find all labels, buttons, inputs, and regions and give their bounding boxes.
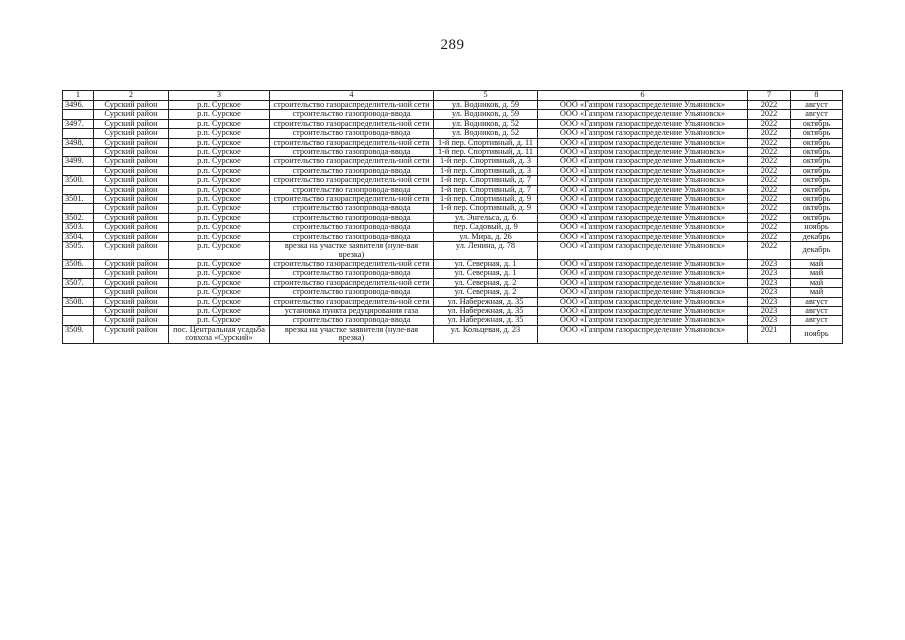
- district-cell: Сурский район: [94, 148, 169, 157]
- month-cell: август: [791, 297, 843, 306]
- table-row: [63, 110, 843, 119]
- column-header: 6: [538, 91, 748, 101]
- column-header: 4: [270, 91, 434, 101]
- month-cell: май: [791, 278, 843, 287]
- locality-cell: р.п. Сурское: [169, 213, 270, 222]
- organization-cell: ООО «Газпром газораспределение Ульяновск»: [538, 316, 748, 325]
- address-cell: 1-й пер. Спортивный, д. 11: [434, 148, 538, 157]
- row-number-cell: [63, 129, 94, 138]
- table-row: [63, 213, 843, 222]
- table-row: [63, 101, 843, 110]
- work-type-cell: строительство газораспределитель-ной сети: [270, 101, 434, 110]
- district-cell: Сурский район: [94, 288, 169, 297]
- column-header: 7: [748, 91, 791, 101]
- work-type-cell: строительство газопровода-ввода: [270, 129, 434, 138]
- organization-cell: ООО «Газпром газораспределение Ульяновск»: [538, 259, 748, 268]
- organization-cell: ООО «Газпром газораспределение Ульяновск»: [538, 223, 748, 232]
- table-row: [63, 166, 843, 175]
- month-cell: ноябрь: [791, 325, 843, 343]
- year-cell: 2022: [748, 110, 791, 119]
- page-number: 289: [440, 37, 465, 53]
- locality-cell: р.п. Сурское: [169, 195, 270, 204]
- month-cell: октябрь: [791, 138, 843, 147]
- work-type-cell: установка пункта редуцирования газа: [270, 306, 434, 315]
- work-type-cell: строительство газораспределитель-ной сети: [270, 297, 434, 306]
- row-number-cell: 3507.: [63, 278, 94, 287]
- work-type-cell: врезка на участке заявителя (нуле-вая врезка): [270, 325, 434, 343]
- month-cell: ноябрь: [791, 223, 843, 232]
- organization-cell: ООО «Газпром газораспределение Ульяновск»: [538, 232, 748, 241]
- organization-cell: ООО «Газпром газораспределение Ульяновск»: [538, 166, 748, 175]
- row-number-cell: 3497.: [63, 119, 94, 128]
- month-cell: октябрь: [791, 129, 843, 138]
- address-cell: ул. Мира, д. 26: [434, 232, 538, 241]
- address-cell: ул. Северная, д. 2: [434, 278, 538, 287]
- month-cell: май: [791, 269, 843, 278]
- locality-cell: р.п. Сурское: [169, 185, 270, 194]
- table-row: [63, 148, 843, 157]
- district-cell: Сурский район: [94, 306, 169, 315]
- organization-cell: ООО «Газпром газораспределение Ульяновск»: [538, 269, 748, 278]
- address-cell: ул. Набережная, д. 35: [434, 306, 538, 315]
- address-cell: ул. Кольцевая, д. 23: [434, 325, 538, 343]
- locality-cell: р.п. Сурское: [169, 288, 270, 297]
- locality-cell: р.п. Сурское: [169, 204, 270, 213]
- year-cell: 2023: [748, 297, 791, 306]
- organization-cell: ООО «Газпром газораспределение Ульяновск»: [538, 325, 748, 343]
- month-cell: май: [791, 288, 843, 297]
- row-number-cell: 3498.: [63, 138, 94, 147]
- organization-cell: ООО «Газпром газораспределение Ульяновск»: [538, 129, 748, 138]
- work-type-cell: строительство газопровода-ввода: [270, 185, 434, 194]
- row-number-cell: 3505.: [63, 242, 94, 260]
- work-type-cell: строительство газопровода-ввода: [270, 148, 434, 157]
- column-header: 5: [434, 91, 538, 101]
- locality-cell: р.п. Сурское: [169, 223, 270, 232]
- row-number-cell: [63, 316, 94, 325]
- table-row: [63, 223, 843, 232]
- table-row: [63, 242, 843, 260]
- address-cell: ул. Водников, д. 59: [434, 110, 538, 119]
- address-cell: ул. Северная, д. 1: [434, 259, 538, 268]
- work-type-cell: строительство газораспределитель-ной сети: [270, 138, 434, 147]
- month-cell: май: [791, 259, 843, 268]
- address-cell: 1-й пер. Спортивный, д. 3: [434, 166, 538, 175]
- locality-cell: р.п. Сурское: [169, 316, 270, 325]
- address-cell: ул. Водников, д. 52: [434, 119, 538, 128]
- district-cell: Сурский район: [94, 101, 169, 110]
- locality-cell: р.п. Сурское: [169, 176, 270, 185]
- organization-cell: ООО «Газпром газораспределение Ульяновск»: [538, 204, 748, 213]
- month-cell: октябрь: [791, 195, 843, 204]
- table-row: [63, 325, 843, 343]
- district-cell: Сурский район: [94, 138, 169, 147]
- table-row: [63, 195, 843, 204]
- row-number-cell: 3500.: [63, 176, 94, 185]
- row-number-cell: 3503.: [63, 223, 94, 232]
- district-cell: Сурский район: [94, 316, 169, 325]
- district-cell: Сурский район: [94, 325, 169, 343]
- address-cell: ул. Водников, д. 59: [434, 101, 538, 110]
- organization-cell: ООО «Газпром газораспределение Ульяновск»: [538, 242, 748, 260]
- work-type-cell: строительство газопровода-ввода: [270, 288, 434, 297]
- table-row: [63, 157, 843, 166]
- address-cell: ул. Ленина, д. 78: [434, 242, 538, 260]
- locality-cell: р.п. Сурское: [169, 242, 270, 260]
- year-cell: 2022: [748, 119, 791, 128]
- year-cell: 2022: [748, 223, 791, 232]
- work-type-cell: строительство газораспределитель-ной сети: [270, 176, 434, 185]
- month-cell: октябрь: [791, 119, 843, 128]
- locality-cell: р.п. Сурское: [169, 138, 270, 147]
- locality-cell: р.п. Сурское: [169, 259, 270, 268]
- locality-cell: р.п. Сурское: [169, 129, 270, 138]
- year-cell: 2023: [748, 288, 791, 297]
- month-cell: октябрь: [791, 176, 843, 185]
- month-cell: октябрь: [791, 185, 843, 194]
- work-type-cell: строительство газопровода-ввода: [270, 204, 434, 213]
- address-cell: ул. Набережная, д. 35: [434, 316, 538, 325]
- row-number-cell: 3501.: [63, 195, 94, 204]
- organization-cell: ООО «Газпром газораспределение Ульяновск»: [538, 110, 748, 119]
- address-cell: ул. Энгельса, д. 6: [434, 213, 538, 222]
- table-row: [63, 119, 843, 128]
- district-cell: Сурский район: [94, 242, 169, 260]
- table-row: [63, 232, 843, 241]
- work-type-cell: строительство газопровода-ввода: [270, 316, 434, 325]
- address-cell: 1-й пер. Спортивный, д. 7: [434, 185, 538, 194]
- work-type-cell: строительство газораспределитель-ной сети: [270, 119, 434, 128]
- organization-cell: ООО «Газпром газораспределение Ульяновск»: [538, 101, 748, 110]
- locality-cell: р.п. Сурское: [169, 101, 270, 110]
- organization-cell: ООО «Газпром газораспределение Ульяновск»: [538, 195, 748, 204]
- row-number-cell: [63, 166, 94, 175]
- organization-cell: ООО «Газпром газораспределение Ульяновск»: [538, 297, 748, 306]
- address-cell: 1-й пер. Спортивный, д. 9: [434, 195, 538, 204]
- month-cell: август: [791, 110, 843, 119]
- district-cell: Сурский район: [94, 166, 169, 175]
- work-type-cell: строительство газопровода-ввода: [270, 223, 434, 232]
- registry-table: [62, 90, 843, 344]
- organization-cell: ООО «Газпром газораспределение Ульяновск»: [538, 138, 748, 147]
- row-number-cell: 3508.: [63, 297, 94, 306]
- address-cell: 1-й пер. Спортивный, д. 9: [434, 204, 538, 213]
- table-row: [63, 297, 843, 306]
- table-row: [63, 259, 843, 268]
- district-cell: Сурский район: [94, 157, 169, 166]
- row-number-cell: 3502.: [63, 213, 94, 222]
- locality-cell: р.п. Сурское: [169, 157, 270, 166]
- organization-cell: ООО «Газпром газораспределение Ульяновск»: [538, 278, 748, 287]
- organization-cell: ООО «Газпром газораспределение Ульяновск»: [538, 288, 748, 297]
- locality-cell: р.п. Сурское: [169, 148, 270, 157]
- year-cell: 2022: [748, 166, 791, 175]
- month-cell: август: [791, 306, 843, 315]
- year-cell: 2022: [748, 213, 791, 222]
- district-cell: Сурский район: [94, 110, 169, 119]
- month-cell: октябрь: [791, 157, 843, 166]
- table-row: [63, 278, 843, 287]
- row-number-cell: [63, 148, 94, 157]
- header-row: [63, 91, 843, 101]
- row-number-cell: [63, 269, 94, 278]
- table-row: [63, 316, 843, 325]
- year-cell: 2022: [748, 129, 791, 138]
- district-cell: Сурский район: [94, 213, 169, 222]
- year-cell: 2021: [748, 325, 791, 343]
- row-number-cell: [63, 204, 94, 213]
- row-number-cell: 3509.: [63, 325, 94, 343]
- table-row: [63, 176, 843, 185]
- work-type-cell: строительство газораспределитель-ной сети: [270, 195, 434, 204]
- year-cell: 2022: [748, 185, 791, 194]
- locality-cell: пос. Центральная усадьба совхоза «Сурский»: [169, 325, 270, 343]
- month-cell: октябрь: [791, 166, 843, 175]
- row-number-cell: [63, 185, 94, 194]
- year-cell: 2023: [748, 306, 791, 315]
- table-body: [63, 101, 843, 344]
- locality-cell: р.п. Сурское: [169, 269, 270, 278]
- month-cell: октябрь: [791, 204, 843, 213]
- address-cell: 1-й пер. Спортивный, д. 3: [434, 157, 538, 166]
- work-type-cell: строительство газораспределитель-ной сети: [270, 259, 434, 268]
- district-cell: Сурский район: [94, 232, 169, 241]
- month-cell: август: [791, 101, 843, 110]
- year-cell: 2022: [748, 232, 791, 241]
- year-cell: 2023: [748, 316, 791, 325]
- table-row: [63, 204, 843, 213]
- table-row: [63, 129, 843, 138]
- district-cell: Сурский район: [94, 223, 169, 232]
- table-row: [63, 269, 843, 278]
- district-cell: Сурский район: [94, 259, 169, 268]
- organization-cell: ООО «Газпром газораспределение Ульяновск»: [538, 176, 748, 185]
- column-header: 8: [791, 91, 843, 101]
- organization-cell: ООО «Газпром газораспределение Ульяновск»: [538, 306, 748, 315]
- column-header: 2: [94, 91, 169, 101]
- locality-cell: р.п. Сурское: [169, 110, 270, 119]
- column-header: 3: [169, 91, 270, 101]
- address-cell: 1-й пер. Спортивный, д. 7: [434, 176, 538, 185]
- organization-cell: ООО «Газпром газораспределение Ульяновск»: [538, 119, 748, 128]
- year-cell: 2022: [748, 176, 791, 185]
- locality-cell: р.п. Сурское: [169, 306, 270, 315]
- address-cell: ул. Набережная, д. 35: [434, 297, 538, 306]
- year-cell: 2022: [748, 204, 791, 213]
- district-cell: Сурский район: [94, 119, 169, 128]
- year-cell: 2022: [748, 138, 791, 147]
- year-cell: 2023: [748, 278, 791, 287]
- year-cell: 2023: [748, 269, 791, 278]
- work-type-cell: строительство газопровода-ввода: [270, 269, 434, 278]
- row-number-cell: 3496.: [63, 101, 94, 110]
- district-cell: Сурский район: [94, 176, 169, 185]
- table-row: [63, 288, 843, 297]
- year-cell: 2022: [748, 148, 791, 157]
- year-cell: 2022: [748, 195, 791, 204]
- district-cell: Сурский район: [94, 269, 169, 278]
- address-cell: 1-й пер. Спортивный, д. 11: [434, 138, 538, 147]
- locality-cell: р.п. Сурское: [169, 297, 270, 306]
- organization-cell: ООО «Газпром газораспределение Ульяновск»: [538, 157, 748, 166]
- organization-cell: ООО «Газпром газораспределение Ульяновск»: [538, 148, 748, 157]
- row-number-cell: [63, 110, 94, 119]
- work-type-cell: строительство газораспределитель-ной сети: [270, 278, 434, 287]
- row-number-cell: 3506.: [63, 259, 94, 268]
- month-cell: октябрь: [791, 213, 843, 222]
- locality-cell: р.п. Сурское: [169, 166, 270, 175]
- row-number-cell: [63, 288, 94, 297]
- work-type-cell: строительство газопровода-ввода: [270, 213, 434, 222]
- locality-cell: р.п. Сурское: [169, 232, 270, 241]
- district-cell: Сурский район: [94, 297, 169, 306]
- table-row: [63, 185, 843, 194]
- work-type-cell: строительство газопровода-ввода: [270, 166, 434, 175]
- work-type-cell: врезка на участке заявителя (нуле-вая врезка): [270, 242, 434, 260]
- district-cell: Сурский район: [94, 204, 169, 213]
- address-cell: пер. Садовый, д. 9: [434, 223, 538, 232]
- column-header: 1: [63, 91, 94, 101]
- district-cell: Сурский район: [94, 195, 169, 204]
- month-cell: август: [791, 316, 843, 325]
- work-type-cell: строительство газораспределитель-ной сети: [270, 157, 434, 166]
- district-cell: Сурский район: [94, 129, 169, 138]
- organization-cell: ООО «Газпром газораспределение Ульяновск»: [538, 213, 748, 222]
- address-cell: ул. Северная, д. 1: [434, 269, 538, 278]
- table-row: [63, 138, 843, 147]
- work-type-cell: строительство газопровода-ввода: [270, 232, 434, 241]
- row-number-cell: [63, 306, 94, 315]
- row-number-cell: 3499.: [63, 157, 94, 166]
- district-cell: Сурский район: [94, 185, 169, 194]
- work-type-cell: строительство газопровода-ввода: [270, 110, 434, 119]
- year-cell: 2022: [748, 242, 791, 260]
- year-cell: 2022: [748, 101, 791, 110]
- organization-cell: ООО «Газпром газораспределение Ульяновск»: [538, 185, 748, 194]
- year-cell: 2023: [748, 259, 791, 268]
- locality-cell: р.п. Сурское: [169, 119, 270, 128]
- month-cell: октябрь: [791, 148, 843, 157]
- address-cell: ул. Водников, д. 52: [434, 129, 538, 138]
- table-row: [63, 306, 843, 315]
- month-cell: декабрь: [791, 232, 843, 241]
- district-cell: Сурский район: [94, 278, 169, 287]
- year-cell: 2022: [748, 157, 791, 166]
- month-cell: декабрь: [791, 242, 843, 260]
- row-number-cell: 3504.: [63, 232, 94, 241]
- address-cell: ул. Северная, д. 2: [434, 288, 538, 297]
- locality-cell: р.п. Сурское: [169, 278, 270, 287]
